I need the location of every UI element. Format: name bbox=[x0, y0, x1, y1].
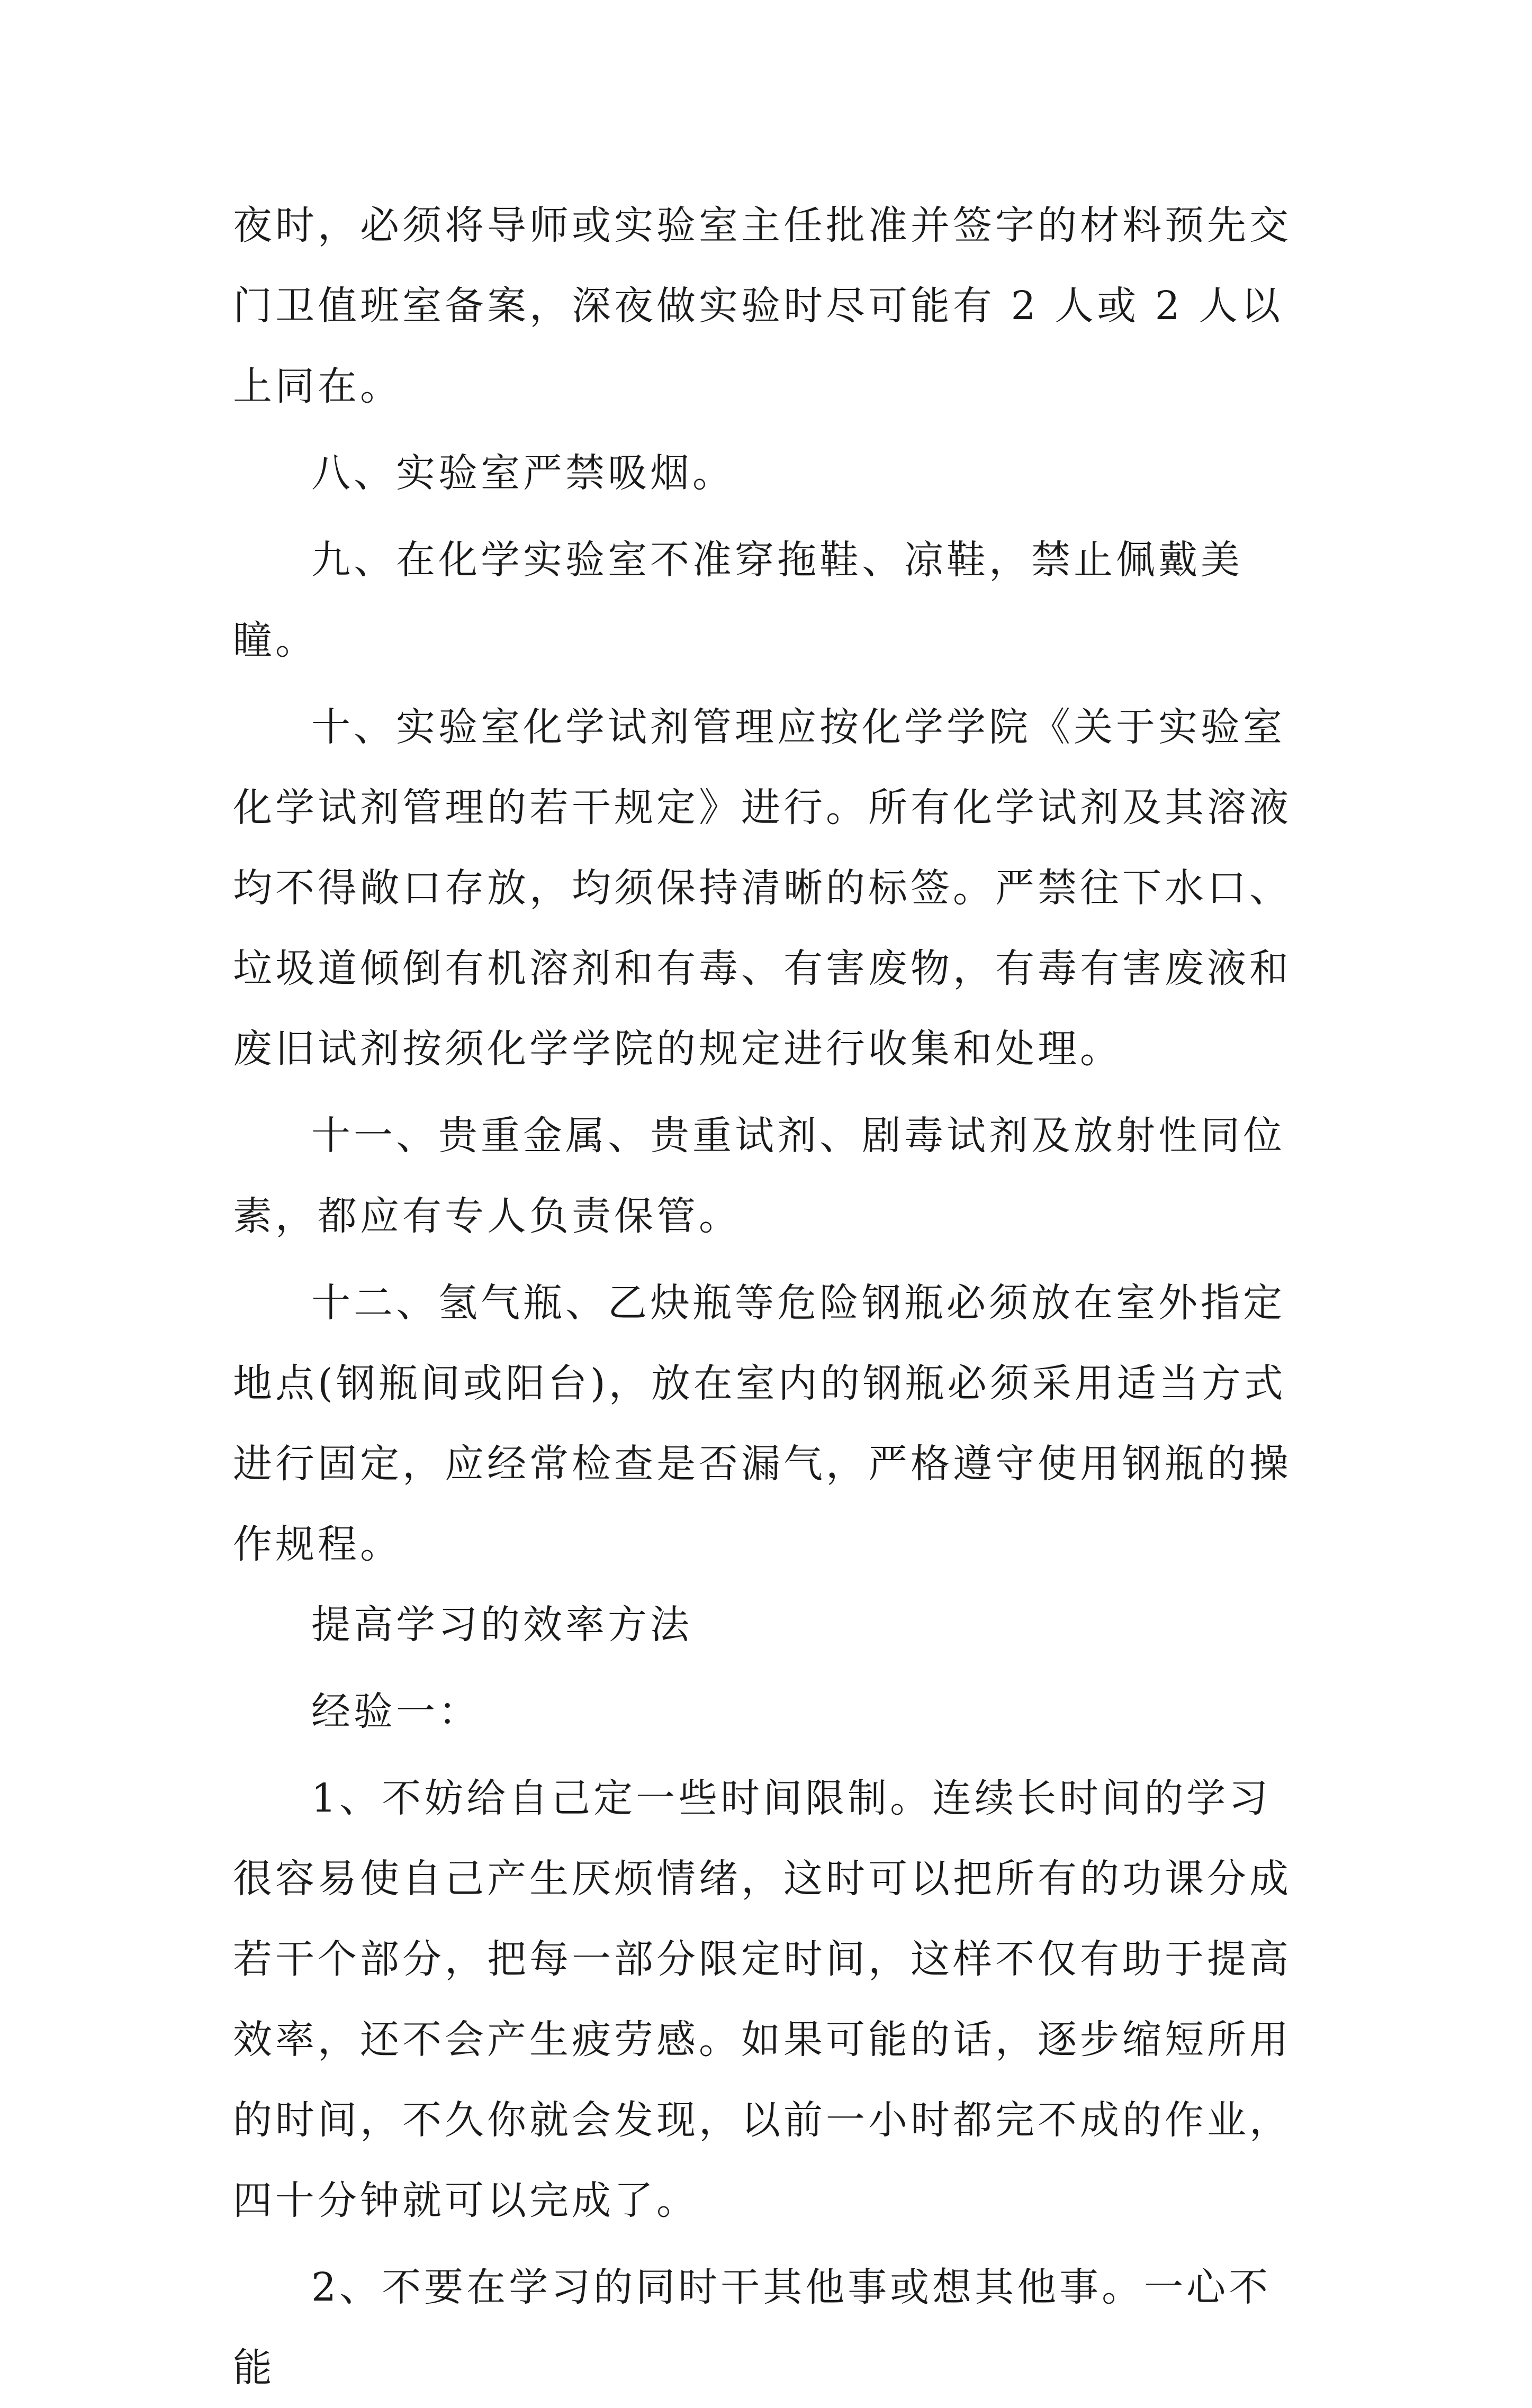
paragraph-experience-1: 经验一： bbox=[311, 1689, 481, 1734]
paragraph-rule-8: 八、实验室严禁吸烟。 bbox=[311, 450, 735, 496]
paragraph-rule-12: 十二、氢气瓶、乙炔瓶等危险钢瓶必须放在室外指定地点(钢瓶间或阳台)，放在室内的钢瓶必须采用适当方式进行固定，应经常检查是否漏气，严格遵守使用钢瓶的操作规程。 bbox=[233, 1280, 1292, 1567]
section-heading: 提高学习的效率方法 bbox=[311, 1602, 692, 1647]
document-body bbox=[233, 185, 1302, 2408]
paragraph-rule-11: 十一、贵重金属、贵重试剂、剧毒试剂及放射性同位素，都应有专人负责保管。 bbox=[233, 1113, 1285, 1239]
paragraph-rule-10: 十、实验室化学试剂管理应按化学学院《关于实验室化学试剂管理的若干规定》进行。所有化学试剂及其溶液均不得敞口存放，均须保持清晰的标签。严禁往下水口、垃圾道倾倒有机溶剂和有毒、有害废物，有毒有害废液和废旧试剂按须化学学院的规定进行收集和处理。 bbox=[233, 704, 1292, 1072]
paragraph-tip-1: 1、不妨给自己定一些时间限制。连续长时间的学习很容易使自己产生厌烦情绪，这时可以把所有的功课分成若干个部分，把每一部分限定时间，这样不仅有助于提高效率，还不会产生疲劳感。如果可能的话，逐步缩短所用的时间，不久你就会发现，以前一小时都完不成的作业，四十分钟就可以完成了。 bbox=[233, 1776, 1292, 2223]
paragraph-tip-2: 2、不要在学习的同时干其他事或想其他事。一心不能 bbox=[233, 2265, 1272, 2391]
paragraph-continued: 夜时，必须将导师或实验室主任批准并签字的材料预先交门卫值班室备案，深夜做实验时尽可能有 2 人或 2 人以上同在。 bbox=[233, 203, 1292, 409]
paragraph-rule-9: 九、在化学实验室不准穿拖鞋、凉鞋，禁止佩戴美瞳。 bbox=[233, 537, 1243, 663]
